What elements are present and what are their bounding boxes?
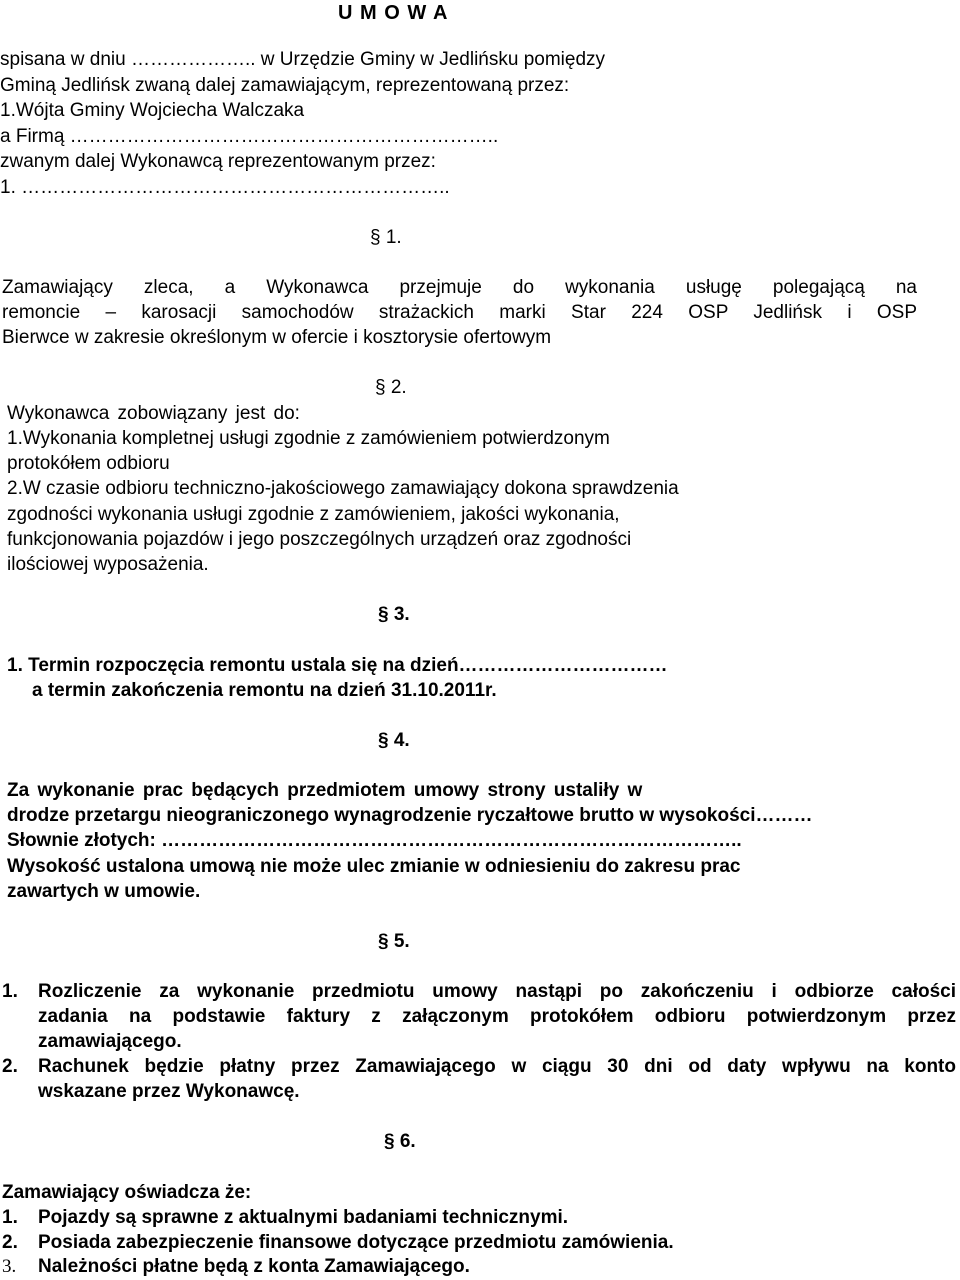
section-6-item: Należności płatne będą z konta Zamawiającego. [38, 1256, 470, 1277]
section-5-line: zadania na podstawie faktury z załączonym protokółem odbioru potwierdzonym przez [38, 1006, 956, 1027]
section-5-line: Rachunek będzie płatny przez Zamawiającego w ciągu 30 dni od daty wpływu na konto [38, 1056, 956, 1077]
section-3-line: 1. Termin rozpoczęcia remontu ustala się na dzień…………………………… [7, 655, 668, 676]
section-5-line: Rozliczenie za wykonanie przedmiotu umowy nastąpi po zakończeniu i odbiorze całości [38, 981, 956, 1002]
list-number: 2. [2, 1056, 18, 1077]
section-1-line: remoncie – karosacji samochodów strażackich marki Star 224 OSP Jedlińsk i OSP [2, 302, 917, 323]
section-6-intro: Zamawiający oświadcza że: [2, 1182, 252, 1203]
list-number: 1. [2, 1207, 18, 1228]
intro-line: 1. ………………………………………………………….. [0, 177, 450, 198]
section-5-line: wskazane przez Wykonawcę. [38, 1081, 300, 1102]
section-1-line: Zamawiający zleca, a Wykonawca przejmuje do wykonania usługę polegającą na [2, 277, 917, 298]
list-number: 3. [2, 1256, 17, 1277]
intro-line: a Firmą ………………………………………………………….. [0, 126, 499, 147]
section-4-line: Słownie złotych: ……………………………………………………………………………….. [7, 830, 742, 851]
list-number: 1. [2, 981, 18, 1002]
section-heading: § 2. [375, 377, 407, 398]
list-number: 2. [2, 1232, 18, 1253]
section-heading: § 1. [370, 227, 402, 248]
section-2-line: ilościowej wyposażenia. [7, 554, 209, 575]
section-6-item: Pojazdy są sprawne z aktualnymi badaniami technicznymi. [38, 1207, 569, 1228]
section-2-line: Wykonawca zobowiązany jest do: [7, 403, 300, 424]
intro-line: zwanym dalej Wykonawcą reprezentowanym przez: [0, 151, 436, 172]
section-heading: § 6. [384, 1131, 416, 1152]
section-4-line: drodze przetargu nieograniczonego wynagrodzenie ryczałtowe brutto w wysokości……… [7, 805, 813, 826]
section-5-line: zamawiającego. [38, 1031, 182, 1052]
section-2-line: funkcjonowania pojazdów i jego poszczególnych urządzeń oraz zgodności [7, 529, 632, 550]
section-4-line: zawartych w umowie. [7, 881, 201, 902]
section-2-line: 1.Wykonania kompletnej usługi zgodnie z zamówieniem potwierdzonym [7, 428, 610, 449]
section-2-line: 2.W czasie odbioru techniczno-jakościowego zamawiający dokona sprawdzenia [7, 478, 679, 499]
section-1-line: Bierwce w zakresie określonym w ofercie i kosztorysie ofertowym [2, 327, 552, 348]
section-heading: § 5. [378, 931, 410, 952]
document-title: U M O W A [338, 2, 449, 24]
intro-line: spisana w dniu ……………….. w Urzędzie Gminy w Jedlińsku pomiędzy [0, 49, 606, 70]
intro-line: Gminą Jedlińsk zwaną dalej zamawiającym, reprezentowaną przez: [0, 75, 570, 96]
section-heading: § 3. [378, 604, 410, 625]
section-6-item: Posiada zabezpieczenie finansowe dotyczące przedmiotu zamówienia. [38, 1232, 674, 1253]
section-4-line: Za wykonanie prac będących przedmiotem umowy strony ustaliły w [7, 780, 643, 801]
section-2-line: protokółem odbioru [7, 453, 170, 474]
intro-line: 1.Wójta Gminy Wojciecha Walczaka [0, 100, 305, 121]
section-heading: § 4. [378, 730, 410, 751]
section-4-line: Wysokość ustalona umową nie może ulec zmianie w odniesieniu do zakresu prac [7, 856, 741, 877]
section-2-line: zgodności wykonania usługi zgodnie z zamówieniem, jakości wykonania, [7, 504, 620, 525]
section-3-line: a termin zakończenia remontu na dzień 31.10.2011r. [32, 680, 497, 701]
